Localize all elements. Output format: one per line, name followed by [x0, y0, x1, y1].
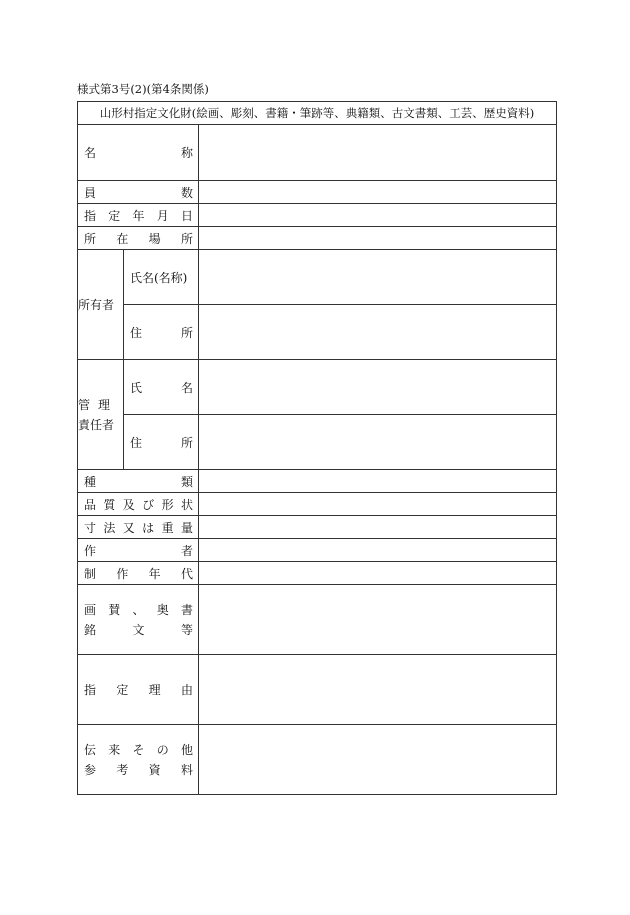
designation-form-table [77, 101, 557, 795]
label-owner-name: 氏名(名称) [124, 250, 199, 305]
label-inscription: 画 賛 、 奥 書 銘 文 等 [78, 585, 199, 655]
label-reason: 指 定 理 由 [78, 655, 199, 725]
field-quality-shape[interactable] [199, 493, 557, 516]
field-location[interactable] [199, 227, 557, 250]
field-reference[interactable] [199, 725, 557, 795]
label-designation-date: 指 定 年 月 日 [78, 204, 199, 227]
label-author: 作 者 [78, 539, 199, 562]
label-name: 名 称 [78, 125, 199, 181]
label-location: 所 在 場 所 [78, 227, 199, 250]
field-count[interactable] [199, 181, 557, 204]
label-manager: 管 理 責任者 [78, 360, 124, 470]
label-quality-shape: 品 質 及 び 形 状 [78, 493, 199, 516]
label-reference: 伝 来 そ の 他 参 考 資 料 [78, 725, 199, 795]
field-author[interactable] [199, 539, 557, 562]
field-owner-address[interactable] [199, 305, 557, 360]
label-type: 種 類 [78, 470, 199, 493]
label-manager-name: 氏 名 [124, 360, 199, 415]
label-count: 員 数 [78, 181, 199, 204]
label-owner-address: 住 所 [124, 305, 199, 360]
label-size-weight: 寸 法 又 は 重 量 [78, 516, 199, 539]
field-reason[interactable] [199, 655, 557, 725]
form-reference: 様式第3号(2)(第4条関係) [77, 82, 209, 96]
form-title: 山形村指定文化財(絵画、彫刻、書籍・筆跡等、典籍類、古文書類、工芸、歴史資料) [78, 102, 557, 125]
field-name[interactable] [199, 125, 557, 181]
field-owner-name[interactable] [199, 250, 557, 305]
label-production-era: 制 作 年 代 [78, 562, 199, 585]
field-manager-address[interactable] [199, 415, 557, 470]
field-manager-name[interactable] [199, 360, 557, 415]
label-owner: 所有者 [78, 250, 124, 360]
label-manager-address: 住 所 [124, 415, 199, 470]
field-designation-date[interactable] [199, 204, 557, 227]
field-type[interactable] [199, 470, 557, 493]
field-inscription[interactable] [199, 585, 557, 655]
field-production-era[interactable] [199, 562, 557, 585]
field-size-weight[interactable] [199, 516, 557, 539]
